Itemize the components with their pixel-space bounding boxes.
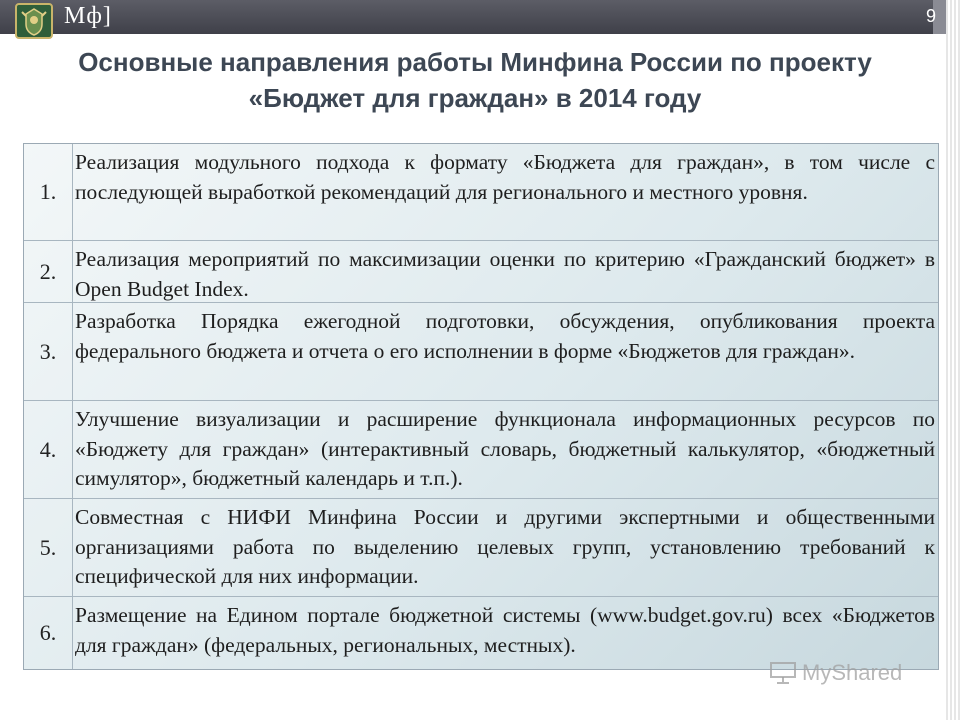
slide-number: 9	[925, 6, 936, 26]
watermark-text: MyShared	[802, 660, 903, 685]
table-row	[24, 144, 938, 241]
title-line-1: Основные направления работы Минфина России по проекту	[78, 47, 872, 77]
ministry-emblem-icon	[14, 2, 54, 40]
right-edge-decoration	[946, 0, 960, 720]
row-text: Улучшение визуализации и расширение функционала информационных ресурсов по «Бюджету для граждан» (интерактивный словарь, бюджетный калькулятор, «бюджетный симулятор», бюджетный календарь и т.п.).	[75, 407, 935, 490]
watermark	[770, 660, 902, 686]
row-text: Реализация модульного подхода к формату «Бюджета для граждан», в том числе с последующей выработкой рекомендаций для регионального и местного уровня.	[75, 150, 935, 204]
logo-text: Мф]	[64, 3, 112, 29]
table-row	[24, 303, 938, 401]
table-row	[24, 241, 938, 303]
row-number: 3.	[24, 303, 73, 400]
row-number: 4.	[24, 401, 73, 498]
directions-table	[23, 143, 939, 670]
row-text: Разработка Порядка ежегодной подготовки, обсуждения, опубликования проекта федерального бюджета и отчета о его исполнении в форме «Бюджетов для граждан».	[75, 309, 935, 363]
top-bar	[0, 0, 960, 34]
row-number: 6.	[24, 597, 73, 669]
row-text: Реализация мероприятий по максимизации оценки по критерию «Гражданский бюджет» в Open Budget Index.	[75, 247, 935, 301]
row-number: 2.	[24, 241, 73, 302]
presentation-icon	[770, 662, 796, 684]
row-number: 1.	[24, 144, 73, 240]
table-row	[24, 401, 938, 499]
row-number: 5.	[24, 499, 73, 596]
table-row	[24, 499, 938, 597]
table-row	[24, 597, 938, 669]
title-line-2: «Бюджет для граждан» в 2014 году	[248, 83, 702, 113]
page-title	[20, 44, 930, 116]
row-text: Совместная с НИФИ Минфина России и другими экспертными и общественными организациями работа по выделению целевых групп, установлению требований к специфической для них информации.	[75, 505, 935, 588]
row-text: Размещение на Едином портале бюджетной системы (www.budget.gov.ru) всех «Бюджетов для граждан» (федеральных, региональных, местных).	[75, 603, 935, 657]
